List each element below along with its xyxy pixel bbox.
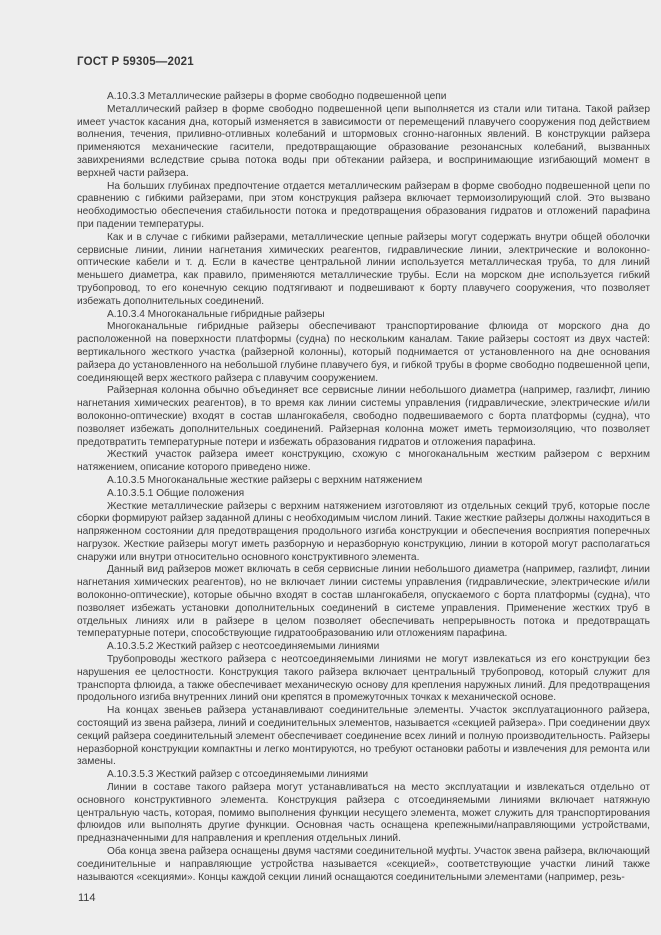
body-paragraph: Жесткий участок райзера имеет конструкцию, схожую с многоканальным жестким райзером с верхним натяжением, описание которого приведено ниже. — [77, 449, 650, 474]
page-number: 114 — [78, 892, 96, 905]
section-heading: А.10.3.5.1 Общие положения — [107, 487, 245, 499]
body-paragraph: Металлический райзер в форме свободно подвешенной цепи выполняется из стали или титана. Такой райзер имеет участок касания дна, который изменяется в зависимости от перемещений плавучего сооружения под действием волнения, течения, приливно-отливных колебаний и штормовых сгонно-нагонных явлений. В конструкции райзера применяются механические гасители, предотвращающие образование резонансных колебаний, вызванных завихрениями вследствие срыва потока воды при обтекании райзера, и воспринимающие изгибающий момент в верхней части райзера. — [77, 103, 650, 179]
running-header: ГОСТ Р 59305—2021 — [77, 56, 194, 68]
body-paragraph: Линии в составе такого райзера могут устанавливаться на место эксплуатации и извлекаться отдельно от основного конструктивного элемента. Конструкция райзера с отсоединяемыми линиями включает натяжную центральную часть, которая, помимо выполнения функции несущего элемента, может служить для транспортирования флюидов или выполнять другие функции. Основная часть оснащена крепежными/направляющими устройствами, предназначенными для направления и крепления отдельных линий. — [77, 782, 650, 845]
section-heading: А.10.3.5.2 Жесткий райзер с неотсоединяемыми линиями — [107, 641, 380, 653]
body-paragraph: Жесткие металлические райзеры с верхним натяжением изготовляют из отдельных секций труб, которые после сборки формируют райзер заданной длины с необходимым числом линий. Такие жесткие райзеры должны находиться в напряженном состоянии для предотвращения продольного изгиба конструкции и обеспечения восприятия поперечных нагрузок. Жесткие райзеры могут иметь разборную и неразборную конструкцию, линии в которой могут располагаться снаружи или внутри относительно основного конструктивного элемента. — [77, 500, 650, 563]
body-paragraph: На больших глубинах предпочтение отдается металлическим райзерам в форме свободно подвешенной цепи по сравнению с гибкими райзерами, при этом конструкция райзера включает термоизолирующий слой. Это вызвано необходимостью обеспечения стабильности потока и предотвращения образования гидратов и отложений парафина при падении температуры. — [77, 180, 650, 230]
body-paragraph: Данный вид райзеров может включать в себя сервисные линии небольшого диаметра (например, газлифт, линии нагнетания химических реагентов), но не включает линии системы управления (гидравлические, электрические и/или волоконно-оптические), которые обычно входят в состав шлангокабеля, опускаемого с борта платформы (судна), что позволяет избежать установки дополнительных соединений в системе управления. Применение жестких труб в отдельных линиях или в райзере в целом позволяет обеспечивать непрерывность потока и предотвращать температурные потери, способствующие гидратообразованию или отложениям парафина. — [77, 564, 650, 640]
body-paragraph: Многоканальные гибридные райзеры обеспечивают транспортирование флюида от морского дна до расположенной на поверхности платформы (судна) по нескольким каналам. Такие райзеры состоят из двух частей: вертикального жесткого участка (райзерной колонны), который поднимается от установленного на дне основания райзера до установленного на небольшой глубине плавучего буя, и гибкой трубы в форме свободно подвешенной цепи, соединяющей верх жесткого райзера с плавучим сооружением. — [77, 321, 650, 384]
section-heading: А.10.3.4 Многоканальные гибридные райзеры — [107, 308, 325, 320]
body-paragraph: Как и в случае с гибкими райзерами, металлические цепные райзеры могут содержать внутри общей оболочки сервисные линии, линии нагнетания химических реагентов, гидравлические линии, электрические и волоконно-оптические кабели и т. д. Если в качестве центральной линии используется металлическая труба, то для линий меньшего диаметра, как правило, применяются металлические трубы. Если на морском дне используется гибкий трубопровод, то его конечную секцию подтягивают и подвешивают к борту плавучего сооружения, что позволяет избежать дополнительных соединений. — [77, 231, 650, 307]
text-block — [77, 91, 650, 905]
section-heading: А.10.3.5 Многоканальные жесткие райзеры с верхним натяжением — [107, 474, 423, 486]
body-paragraph: Трубопроводы жесткого райзера с неотсоединяемыми линиями не могут извлекаться из его конструкции без нарушения ее целостности. Конструкция такого райзера включает центральный трубопровод, который служит для транспорта флюида, а также обеспечивает механическую основу для крепления наружных линий. Для предотвращения продольного изгиба внутренних линий они крепятся в промежуточных точках к механической основе. — [77, 654, 650, 704]
section-heading: А.10.3.5.3 Жесткий райзер с отсоединяемыми линиями — [107, 769, 369, 781]
body-paragraph: Оба конца звена райзера оснащены двумя частями соединительной муфты. Участок звена райзера, включающий соединительные и направляющие устройства называется «секцией», соответствующие участки линий также называются «секциями». Концы каждой секции линий оснащаются соединительными элементами (например, резь- — [77, 846, 650, 883]
body-paragraph: На концах звеньев райзера устанавливают соединительные элементы. Участок эксплуатационного райзера, состоящий из звена райзера, линий и соединительных элементов, называется «секцией райзера». При соединении двух секций райзера соединительный элемент обеспечивает соединение всех линий и полную производительность. Райзеры неразборной конструкции компактны и легко монтируются, но требуют остановки работы и извлечения для ремонта или замены. — [77, 705, 650, 768]
body-paragraph: Райзерная колонна обычно объединяет все сервисные линии небольшого диаметра (например, газлифт, линию нагнетания химических реагентов), в то время как линии системы управления (гидравлические, электрические и/или волоконно-оптические) входят в состав шлангокабеля, свободно подвешиваемого с борта платформы (судна), что позволяет избежать дополнительных соединений. Райзерная колонна может иметь термоизоляцию, что позволяет предотвратить температурные потери и избежать образования гидратов и отложения парафина. — [77, 385, 650, 448]
section-heading: А.10.3.3 Металлические райзеры в форме свободно подвешенной цепи — [107, 91, 447, 102]
